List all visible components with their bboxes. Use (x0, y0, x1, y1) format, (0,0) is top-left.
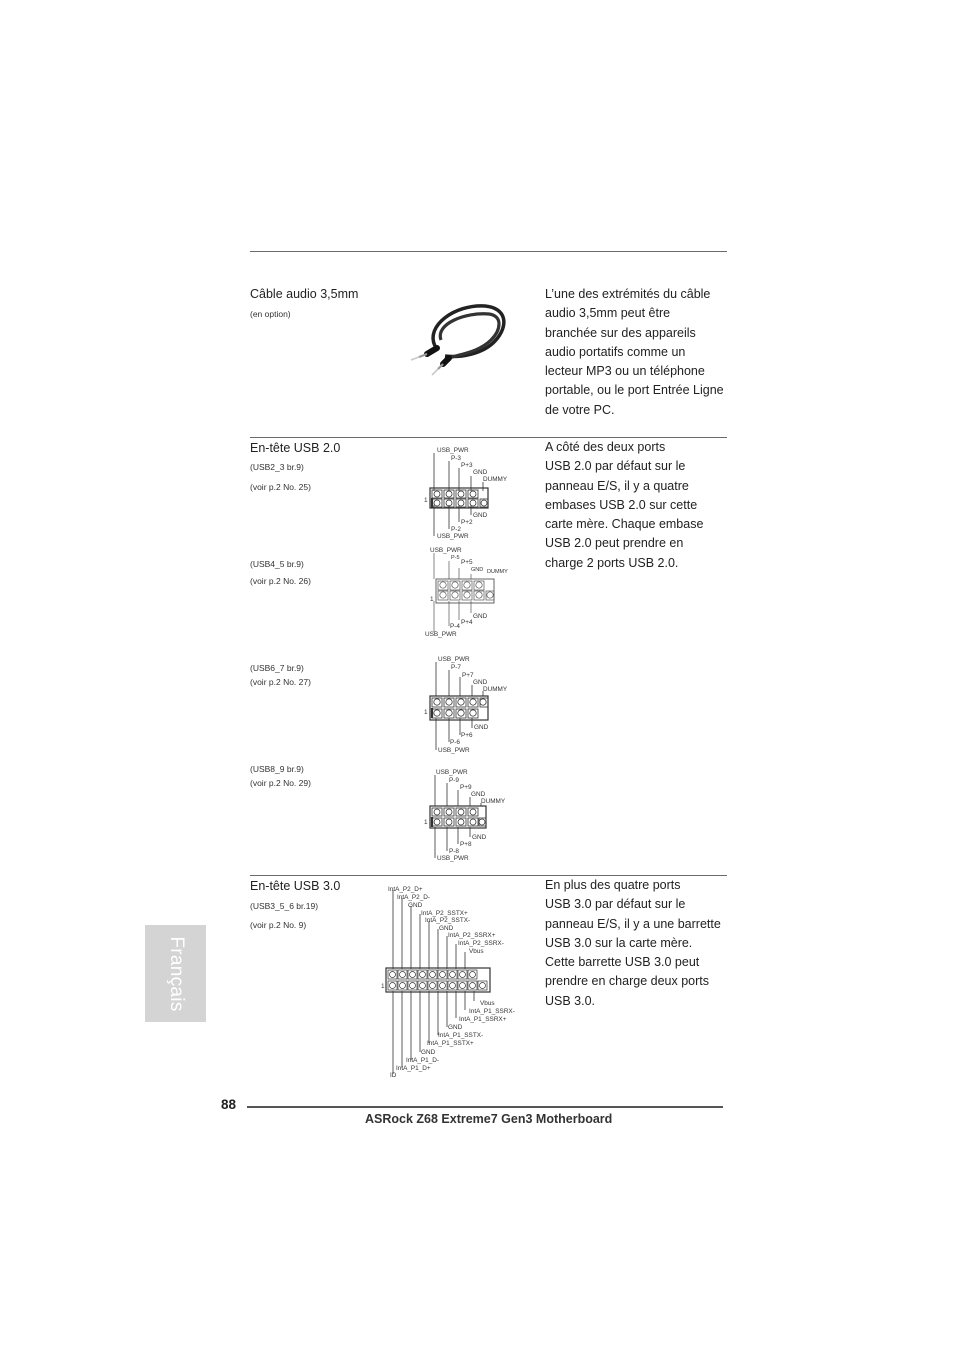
pin-label: GND (471, 791, 486, 798)
audio-description: L’une des extrémités du câble audio 3,5mm peut être branchée sur des appareils audio portatifs comme un lecteur MP3 ou un téléphone portable, ou le port Entrée Ligne de votre PC. (545, 287, 724, 417)
pin-label: IntA_P2_SSRX+ (448, 932, 496, 939)
pin-label: GND (472, 834, 487, 841)
pin1-marker: 1 (430, 596, 434, 603)
usb2-header4-ref: (voir p.2 No. 29) (250, 778, 311, 788)
pin-label: IntA_P2_SSTX+ (421, 910, 468, 917)
pin-label: P+4 (461, 619, 473, 626)
pin-label: DUMMY (487, 569, 508, 575)
pin-label: DUMMY (481, 798, 506, 805)
pin-label: P-2 (451, 526, 461, 533)
pin-label: DUMMY (483, 476, 508, 483)
pin-label: GND (473, 512, 488, 519)
footer-rule (247, 1106, 723, 1108)
pin-label: P+3 (461, 462, 473, 469)
pin-label: IntA_P1_SSTX+ (427, 1040, 474, 1047)
language-label: Français (165, 935, 187, 1012)
pin-label: P+8 (460, 841, 472, 848)
pin-label: IntA_P1_SSTX- (438, 1032, 484, 1039)
pin-label: IntA_P2_SSTX- (425, 917, 471, 924)
footer-title: ASRock Z68 Extreme7 Gen3 Motherboard (365, 1112, 613, 1126)
pin-label: P-5 (451, 555, 460, 561)
pin1-marker: 1 (424, 497, 428, 504)
audio-title: Câble audio 3,5mm (250, 287, 359, 301)
usb2-header2-diagram (422, 543, 522, 641)
pin-label: P+6 (461, 732, 473, 739)
audio-optional: (en option) (250, 309, 291, 319)
usb3-description: En plus des quatre ports USB 3.0 par défaut sur le panneau E/S, il y a une barrette USB 3.0 sur la carte mère. Cette barrette USB 3.0 peut prendre en charge deux ports USB 3.0. (545, 878, 721, 1008)
pin-label: USB_PWR (430, 547, 462, 554)
usb2-header4-diagram (420, 765, 520, 865)
usb2-header1-ref: (voir p.2 No. 25) (250, 482, 311, 492)
pin-label: Vbus (469, 948, 484, 955)
pin-label: GND (473, 679, 488, 686)
pin-label: GND (408, 902, 423, 909)
pin-label: GND (473, 613, 488, 620)
pin-label: P-3 (451, 455, 461, 462)
pin-label: USB_PWR (438, 656, 470, 663)
pin-label: USB_PWR (436, 769, 468, 776)
pin-label: IntA_P2_D+ (388, 886, 423, 893)
usb2-header3-diagram (420, 652, 520, 756)
pin-label: IntA_P2_SSRX- (458, 940, 504, 947)
pin-label: USB_PWR (437, 533, 469, 540)
top-rule (250, 251, 727, 252)
usb3-header-diagram (380, 882, 525, 1080)
pin-label: GND (448, 1024, 463, 1031)
pin-label: GND (474, 724, 489, 731)
pin-label: P-7 (451, 664, 461, 671)
pin-label: ID (390, 1072, 397, 1079)
usb3-title: En-tête USB 3.0 (250, 879, 341, 893)
pin-label: IntA_P1_SSRX- (469, 1008, 515, 1015)
pin-label: GND (439, 925, 454, 932)
pin1-marker: 1 (424, 819, 428, 826)
pin-label: GND (421, 1049, 436, 1056)
usb2-title: En-tête USB 2.0 (250, 441, 341, 455)
pin-label: P-9 (449, 777, 459, 784)
pin-label: IntA_P1_D- (406, 1057, 440, 1064)
pin-label: GND (471, 567, 484, 573)
pin-label: P-8 (449, 848, 459, 855)
pin-label: GND (473, 469, 488, 476)
pin-label: USB_PWR (425, 631, 457, 638)
usb2-header4-id: (USB8_9 br.9) (250, 764, 304, 774)
usb2-description: A côté des deux ports USB 2.0 par défaut sur le panneau E/S, il y a quatre embases USB 2.0 sur cette carte mère. Chaque embase USB 2.0 peut prendre en charge 2 ports USB 2.0. (545, 440, 704, 570)
pin-label: P+7 (462, 672, 474, 679)
language-side-tab (145, 925, 206, 1022)
pin-label: P-4 (450, 623, 460, 630)
usb2-header3-ref: (voir p.2 No. 27) (250, 677, 311, 687)
usb2-header1-diagram (420, 443, 520, 543)
pin-label: USB_PWR (438, 747, 470, 754)
usb2-header2-id: (USB4_5 br.9) (250, 559, 304, 569)
pin-label: IntA_P1_D+ (396, 1065, 431, 1072)
pin1-marker: 1 (381, 983, 385, 990)
usb2-header2-ref: (voir p.2 No. 26) (250, 576, 311, 586)
pin-label: P-6 (450, 739, 460, 746)
usb3-header-ref: (voir p.2 No. 9) (250, 920, 307, 930)
pin1-marker: 1 (424, 709, 428, 716)
pin-label: Vbus (480, 1000, 495, 1007)
usb2-header1-id: (USB2_3 br.9) (250, 462, 304, 472)
pin-label: IntA_P1_SSRX+ (459, 1016, 507, 1023)
pin-label: USB_PWR (437, 855, 469, 862)
pin-label: DUMMY (483, 686, 508, 693)
pin-label: USB_PWR (437, 447, 469, 454)
pin-label: P+2 (461, 519, 473, 526)
usb3-header-id: (USB3_5_6 br.19) (250, 901, 319, 911)
pin-label: P+9 (460, 784, 472, 791)
audio-cable-photo (405, 296, 517, 380)
pin-label: IntA_P2_D- (397, 894, 431, 901)
pin-label: P+5 (461, 559, 473, 566)
page-number: 88 (221, 1097, 237, 1112)
usb2-header3-id: (USB6_7 br.9) (250, 663, 304, 673)
